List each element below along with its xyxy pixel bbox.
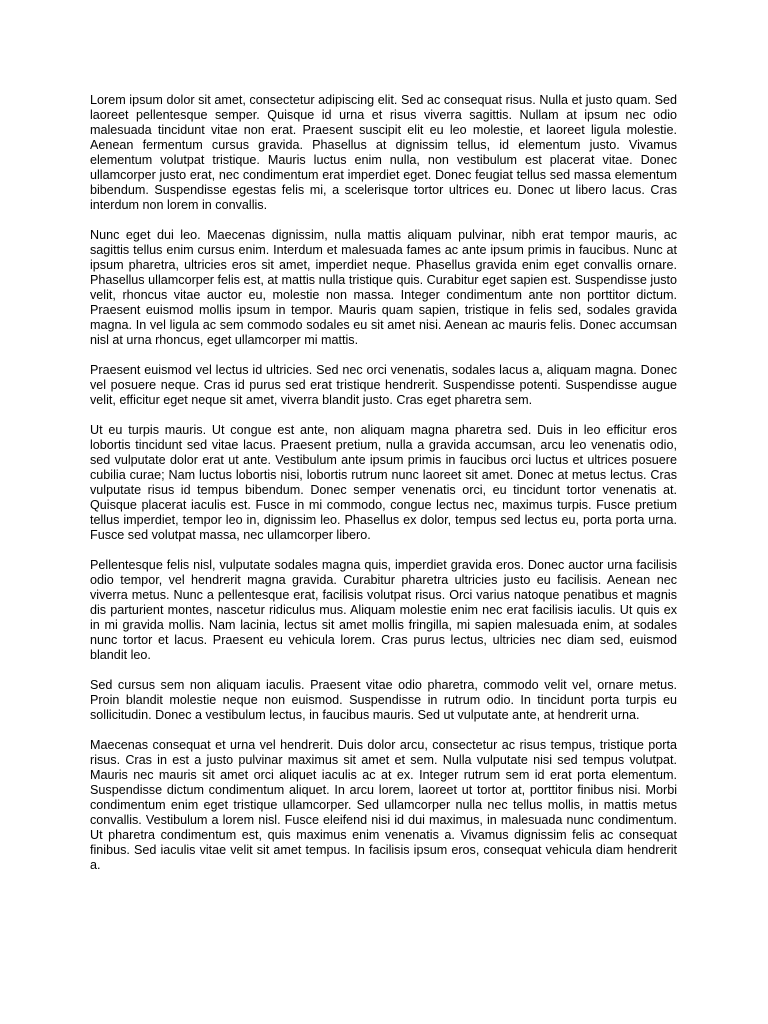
paragraph-2: Nunc eget dui leo. Maecenas dignissim, nulla mattis aliquam pulvinar, nibh erat tempor mauris, ac sagittis tellus enim cursus enim. Interdum et malesuada fames ac ante ipsum primis in faucibus. Nunc at ipsum pharetra, ultricies eros sit amet, imperdiet neque. Phasellus gravida enim eget convallis ornare. Phasellus ullamcorper felis est, at mattis nulla tristique quis. Curabitur eget sapien est. Suspendisse justo velit, rhoncus vitae auctor eu, molestie non massa. Integer condimentum ante non porttitor dictum. Praesent euismod mollis ipsum in tempor. Mauris quam sapien, tristique in felis sed, sodales gravida magna. In vel ligula ac sem commodo sodales eu sit amet nisi. Aenean ac mauris felis. Donec accumsan nisl at urna rhoncus, eget ullamcorper mi mattis. xyxy=(90,228,677,347)
paragraph-5: Pellentesque felis nisl, vulputate sodales magna quis, imperdiet gravida eros. Donec auctor urna facilisis odio tempor, vel hendrerit magna gravida. Curabitur pharetra ultricies justo eu facilisis. Aenean nec viverra metus. Nunc a pellentesque erat, facilisis volutpat risus. Orci varius natoque penatibus et magnis dis parturient montes, nascetur ridiculus mus. Aliquam molestie enim nec erat facilisis iaculis. Ut quis ex in mi gravida mollis. Nam lacinia, lectus sit amet mollis fringilla, mi sapien malesuada enim, at sodales nunc tortor et lacus. Praesent eu vehicula lorem. Cras purus lectus, ultricies nec diam sed, euismod blandit leo. xyxy=(90,558,677,662)
paragraph-7: Maecenas consequat et urna vel hendrerit. Duis dolor arcu, consectetur ac risus tempus, tristique porta risus. Cras in est a justo pulvinar maximus sit amet et sem. Nulla vulputate nisi sed tempus volutpat. Mauris nec mauris sit amet orci aliquet iaculis ac at ex. Integer rutrum sem id erat porta elementum. Suspendisse dictum condimentum aliquet. In arcu lorem, laoreet ut tortor at, porttitor finibus nisi. Morbi condimentum enim eget tristique ullamcorper. Sed ullamcorper nulla nec tellus mollis, in mattis metus convallis. Vestibulum a lorem nisl. Fusce eleifend nisi id dui maximus, in malesuada nunc condimentum. Ut pharetra condimentum est, quis maximus enim venenatis a. Vivamus dignissim felis ac consequat finibus. Sed iaculis vitae velit sit amet tempus. In facilisis ipsum eros, consequat vehicula diam hendrerit a. xyxy=(90,738,677,872)
paragraph-3: Praesent euismod vel lectus id ultricies. Sed nec orci venenatis, sodales lacus a, aliquam magna. Donec vel posuere neque. Cras id purus sed erat tristique hendrerit. Suspendisse potenti. Suspendisse augue velit, efficitur eget neque sit amet, viverra blandit justo. Cras eget pharetra sem. xyxy=(90,363,677,407)
paragraph-6: Sed cursus sem non aliquam iaculis. Praesent vitae odio pharetra, commodo velit vel, ornare metus. Proin blandit molestie neque non euismod. Suspendisse in rutrum odio. In tincidunt porta turpis eu sollicitudin. Donec a vestibulum lectus, in faucibus mauris. Sed ut vulputate ante, at hendrerit urna. xyxy=(90,678,677,722)
document-page xyxy=(90,93,677,888)
paragraph-1: Lorem ipsum dolor sit amet, consectetur adipiscing elit. Sed ac consequat risus. Nulla et justo quam. Sed laoreet pellentesque semper. Quisque id urna et risus viverra sagittis. Nullam at ipsum nec odio malesuada tincidunt vitae non erat. Praesent suscipit elit eu leo molestie, et laoreet ligula molestie. Aenean fermentum cursus gravida. Phasellus at dignissim tellus, id elementum justo. Vivamus elementum volutpat tristique. Mauris luctus enim nulla, non vestibulum est placerat vitae. Donec ullamcorper justo erat, nec condimentum erat imperdiet eget. Donec feugiat tellus sed massa elementum bibendum. Suspendisse egestas felis mi, a scelerisque tortor ultrices eu. Donec ut libero lacus. Cras interdum non lorem in convallis. xyxy=(90,93,677,212)
paragraph-4: Ut eu turpis mauris. Ut congue est ante, non aliquam magna pharetra sed. Duis in leo efficitur eros lobortis tincidunt sed vitae lacus. Praesent pretium, nulla a gravida accumsan, arcu leo venenatis odio, sed vulputate dolor erat ut ante. Vestibulum ante ipsum primis in faucibus orci luctus et ultrices posuere cubilia curae; Nam luctus lobortis nisi, lobortis rutrum nunc laoreet sit amet. Donec at metus lectus. Cras vulputate risus id tempus bibendum. Donec semper venenatis orci, eu tincidunt tortor venenatis at. Quisque placerat iaculis est. Fusce in mi commodo, congue lectus nec, maximus turpis. Fusce pretium tellus imperdiet, tempor leo in, dignissim leo. Phasellus ex dolor, tempus sed lectus eu, porta porta urna. Fusce sed volutpat massa, nec ullamcorper libero. xyxy=(90,423,677,542)
